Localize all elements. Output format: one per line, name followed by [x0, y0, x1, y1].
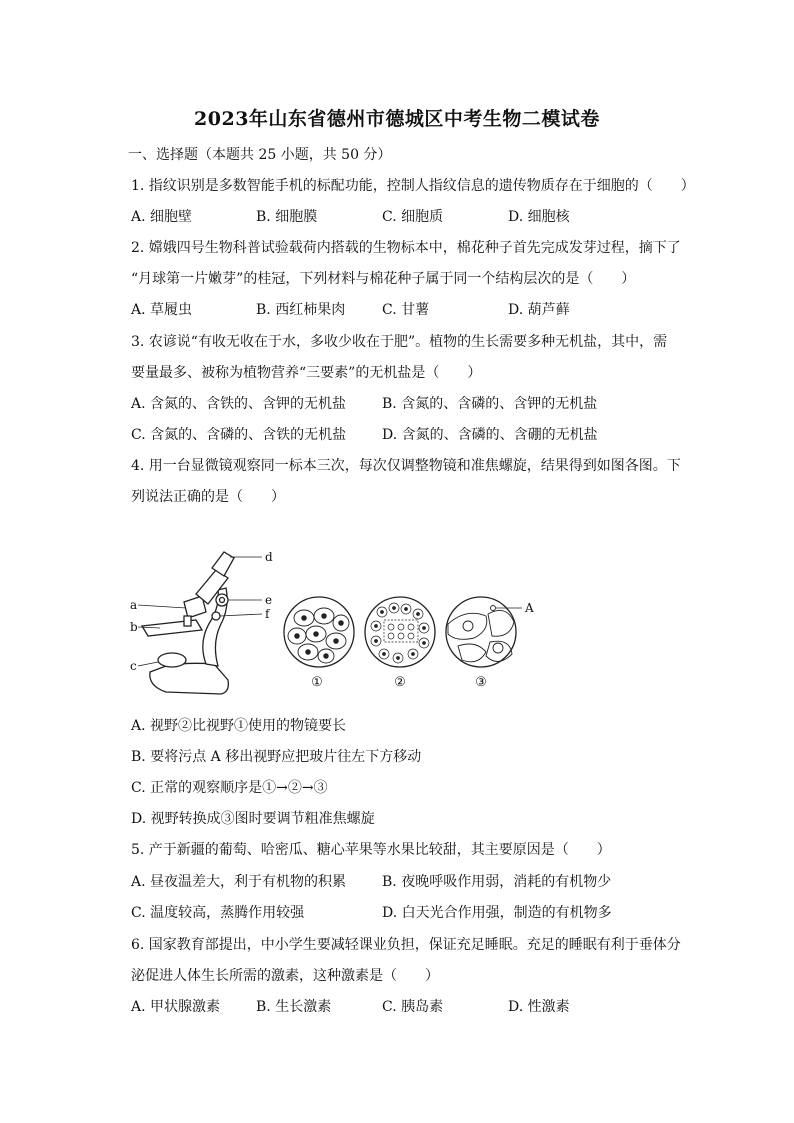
- label-d: d: [265, 550, 273, 564]
- q2-option-a: A. 草履虫: [131, 302, 193, 318]
- label-f: f: [265, 607, 270, 621]
- label-c: c: [130, 659, 137, 673]
- q4-option-d: D. 视野转换成③图时要调节粗准焦螺旋: [131, 811, 375, 827]
- q3-option-d: D. 含氮的、含磷的、含硼的无机盐: [382, 427, 598, 443]
- q2-option-c: C. 甘薯: [382, 302, 430, 318]
- label-spot-a: A: [525, 601, 534, 615]
- question-2-stem-line1: 2. 嫦娥四号生物科普试验载荷内搭载的生物标本中，棉花种子首先完成发芽过程，摘下了: [131, 240, 681, 256]
- q3-option-b: B. 含氮的、含磷的、含钾的无机盐: [382, 396, 598, 412]
- q1-option-d: D. 细胞核: [508, 209, 570, 225]
- q2-option-b: B. 西红柿果肉: [256, 302, 346, 318]
- q6-option-d: D. 性激素: [508, 999, 570, 1015]
- view-label-2: ②: [394, 675, 406, 690]
- question-4-stem-line2: 列说法正确的是（ ）: [131, 489, 285, 505]
- dirt-spot-a: [491, 606, 496, 611]
- microscope-mirror: [158, 653, 186, 667]
- q5-option-c: C. 温度较高，蒸腾作用较强: [131, 905, 305, 921]
- q5-option-a: A. 昼夜温差大，利于有机物的积累: [131, 874, 347, 890]
- q2-option-d: D. 葫芦藓: [508, 302, 570, 318]
- field-of-view-3: [446, 597, 534, 667]
- question-6-stem-line1: 6. 国家教育部提出，中小学生要减轻课业负担，保证充足睡眠。充足的睡眠有利于垂体分: [131, 937, 681, 953]
- view-label-3: ③: [475, 675, 487, 690]
- question-4-stem-line1: 4. 用一台显微镜观察同一标本三次，每次仅调整物镜和准焦螺旋，结果得到如图各图。下: [131, 458, 681, 474]
- field-of-view-2: [365, 597, 435, 667]
- microscope-stage: [142, 620, 202, 636]
- view-label-1: ①: [311, 675, 323, 690]
- question-6-stem-line2: 泌促进人体生长所需的激素，这种激素是（ ）: [131, 968, 439, 984]
- microscope-figure: [126, 546, 546, 706]
- q3-option-c: C. 含氮的、含磷的、含铁的无机盐: [131, 427, 347, 443]
- q1-option-b: B. 细胞膜: [256, 209, 318, 225]
- section-heading: 一、选择题（本题共 25 小题，共 50 分）: [128, 147, 392, 163]
- q5-option-b: B. 夜晚呼吸作用弱，消耗的有机物少: [382, 874, 612, 890]
- question-3-stem-line2: 要量最多、被称为植物营养“三要素”的无机盐是（ ）: [131, 365, 482, 381]
- q1-option-a: A. 细胞壁: [131, 209, 193, 225]
- q4-option-c: C. 正常的观察顺序是①→②→③: [131, 780, 328, 796]
- label-a: a: [130, 598, 138, 612]
- objective-lens: [184, 616, 191, 626]
- question-2-stem-line2: “月球第一片嫩芽”的桂冠，下列材料与棉花种子属于同一个结构层次的是（ ）: [131, 271, 636, 287]
- exam-title: 2023年山东省德州市德城区中考生物二模试卷: [194, 108, 600, 130]
- question-1-stem: 1. 指纹识别是多数智能手机的标配功能，控制人指纹信息的遗传物质存在于细胞的（ ）: [131, 178, 695, 194]
- question-3-stem-line1: 3. 农谚说“有收无收在于水，多收少收在于肥”。植物的生长需要多种无机盐，其中，需: [131, 334, 668, 350]
- q5-option-d: D. 白天光合作用强，制造的有机物多: [382, 905, 612, 921]
- q4-option-a: A. 视野②比视野①使用的物镜要长: [131, 718, 347, 734]
- q6-option-b: B. 生长激素: [256, 999, 332, 1015]
- q1-option-c: C. 细胞质: [382, 209, 444, 225]
- q3-option-a: A. 含氮的、含铁的、含钾的无机盐: [131, 396, 347, 412]
- question-5-stem: 5. 产于新疆的葡萄、哈密瓜、糖心苹果等水果比较甜，其主要原因是（ ）: [131, 842, 611, 858]
- q6-option-a: A. 甲状腺激素: [131, 999, 221, 1015]
- q6-option-c: C. 胰岛素: [382, 999, 444, 1015]
- q4-option-b: B. 要将污点 A 移出视野应把玻片往左下方移动: [131, 749, 422, 765]
- label-b: b: [130, 620, 138, 634]
- fine-focus-knob: [212, 612, 220, 620]
- label-e: e: [265, 593, 273, 607]
- field-of-view-1: [284, 597, 354, 667]
- microscope-base: [150, 663, 229, 694]
